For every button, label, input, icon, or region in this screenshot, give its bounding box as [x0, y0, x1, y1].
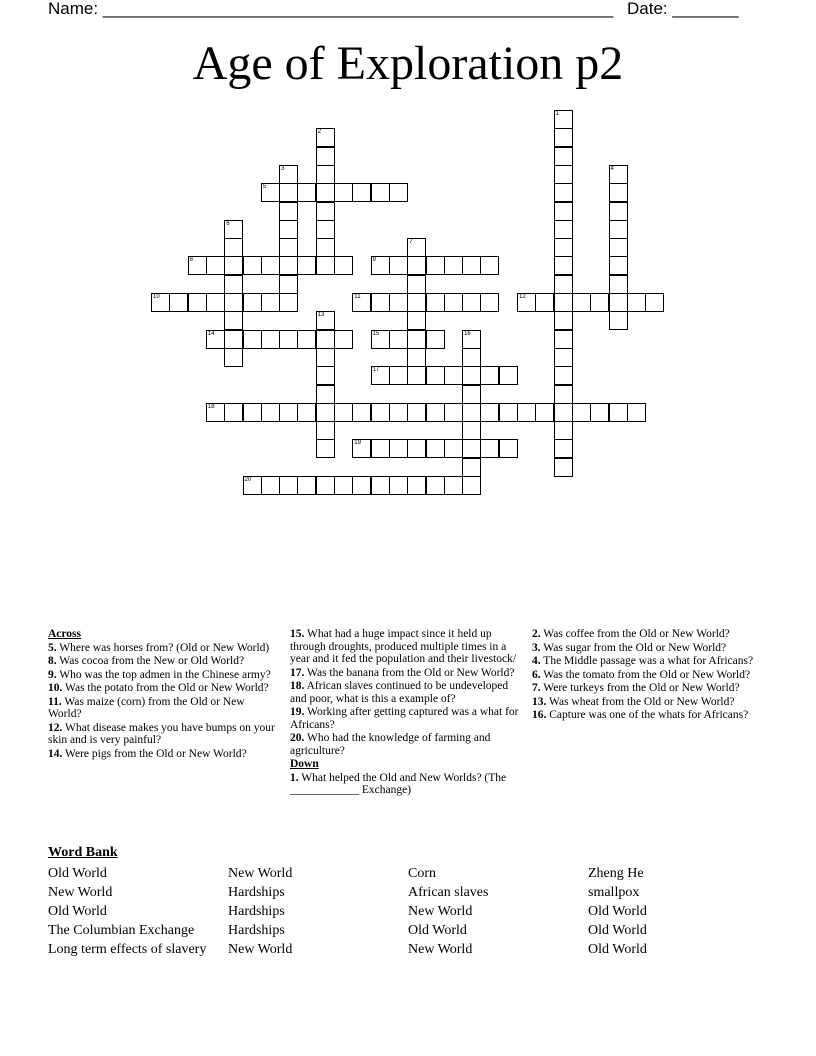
crossword-cell[interactable]: [297, 256, 316, 275]
crossword-cell[interactable]: [206, 293, 225, 312]
word-bank-item: Hardships: [228, 904, 285, 919]
crossword-cell[interactable]: [224, 348, 243, 367]
page-title: Age of Exploration p2: [192, 37, 624, 90]
crossword-cell[interactable]: [609, 165, 628, 184]
clue-number: 9: [372, 257, 376, 264]
crossword-cell[interactable]: [609, 293, 628, 312]
word-bank-item: Corn: [408, 866, 436, 881]
crossword-cell[interactable]: [609, 403, 628, 422]
crossword-cell[interactable]: [407, 256, 426, 275]
word-bank-item: Old World: [408, 923, 467, 938]
crossword-cell[interactable]: [554, 385, 573, 404]
word-bank-item: Long term effects of slavery: [48, 942, 207, 957]
clue-across-12: 12. What disease makes you have bumps on your skin and is very painful?: [48, 721, 275, 746]
word-bank-col4: [588, 864, 647, 959]
word-bank-item: smallpox: [588, 885, 640, 900]
crossword-cell[interactable]: [426, 256, 445, 275]
word-bank-item: New World: [228, 866, 293, 881]
crossword-cell[interactable]: [444, 476, 463, 495]
crossword-cell[interactable]: [334, 403, 353, 422]
crossword-cell[interactable]: [371, 439, 390, 458]
crossword-cell[interactable]: [279, 220, 298, 239]
crossword-cell[interactable]: [444, 256, 463, 275]
crossword-cell[interactable]: [279, 275, 298, 294]
crossword-cell[interactable]: [480, 403, 499, 422]
clue-number: 17: [372, 367, 380, 374]
crossword-cell[interactable]: [444, 403, 463, 422]
word-bank-item: Old World: [588, 923, 647, 938]
crossword-cell[interactable]: [261, 403, 280, 422]
crossword-cell[interactable]: [297, 330, 316, 349]
crossword-cell[interactable]: [352, 293, 371, 312]
clue-number: 19: [354, 440, 361, 447]
clue-number: 7: [409, 239, 413, 246]
crossword-cell[interactable]: [462, 348, 481, 367]
word-bank-item: Old World: [48, 904, 107, 919]
crossword-cell[interactable]: [316, 385, 335, 404]
crossword-cell[interactable]: [316, 330, 335, 349]
clue-down-4: 4. The Middle passage was a what for Africans?: [532, 655, 754, 667]
crossword-cell[interactable]: [371, 293, 390, 312]
crossword-cell[interactable]: [462, 293, 481, 312]
crossword-cell[interactable]: [224, 238, 243, 257]
crossword-cell[interactable]: [480, 366, 499, 385]
crossword-cell[interactable]: [554, 439, 573, 458]
crossword-cell[interactable]: [279, 256, 298, 275]
clue-number: 10: [153, 294, 160, 300]
word-bank-item: Old World: [588, 942, 647, 957]
crossword-cell[interactable]: [444, 439, 463, 458]
crossword-cell[interactable]: [554, 330, 573, 349]
crossword-cell[interactable]: [499, 366, 518, 385]
crossword-cell[interactable]: [389, 366, 408, 385]
clue-number: 15: [372, 330, 380, 337]
crossword-cell[interactable]: [279, 476, 298, 495]
crossword-cell[interactable]: [645, 293, 664, 312]
crossword-cell[interactable]: [316, 439, 335, 458]
crossword-cell[interactable]: [480, 439, 499, 458]
crossword-cell[interactable]: [407, 293, 426, 312]
crossword-cell[interactable]: [261, 293, 280, 312]
clue-number: 11: [354, 294, 361, 300]
crossword-cell[interactable]: [554, 458, 573, 477]
clue-number: 1: [555, 111, 559, 117]
crossword-cell[interactable]: [627, 403, 646, 422]
crossword-cell[interactable]: [590, 403, 609, 422]
crossword-cell[interactable]: [224, 275, 243, 294]
word-bank-col3: [408, 864, 488, 959]
crossword-cell[interactable]: [517, 403, 536, 422]
crossword-cell[interactable]: [572, 403, 591, 422]
crossword-cell[interactable]: [371, 403, 390, 422]
clue-across-17: 17. Was the banana from the Old or New World?: [290, 666, 515, 679]
crossword-cell[interactable]: [371, 330, 390, 349]
crossword-cell[interactable]: [261, 476, 280, 495]
across-clues-col2: [290, 628, 522, 798]
crossword-cell[interactable]: [279, 165, 298, 184]
crossword-cell[interactable]: [316, 403, 335, 422]
clue-number: 6: [226, 220, 230, 227]
clue-across-20: 20. Who had the knowledge of farming and agriculture?: [290, 732, 491, 757]
crossword-cell[interactable]: [279, 330, 298, 349]
crossword-cell[interactable]: [462, 330, 481, 349]
word-bank-item: African slaves: [408, 885, 489, 900]
crossword-cell[interactable]: [444, 293, 463, 312]
crossword-cell[interactable]: [554, 202, 573, 221]
crossword-cell[interactable]: [371, 366, 390, 385]
crossword-cell[interactable]: [407, 403, 426, 422]
crossword-cell[interactable]: [407, 275, 426, 294]
crossword-cell[interactable]: [316, 238, 335, 257]
clue-across-11: 11. Was maize (corn) from the Old or New World?: [48, 695, 245, 720]
crossword-cell[interactable]: [462, 403, 481, 422]
crossword-cell[interactable]: [426, 476, 445, 495]
clue-across-15: 15. What had a huge impact since it held up through droughts, produced multiple times in a year and it fed the population and their livestock/: [290, 628, 517, 665]
word-bank-item: New World: [408, 904, 473, 919]
name-field-label: Name: ______________________________________________________: [48, 0, 614, 18]
crossword-cell[interactable]: [535, 293, 554, 312]
crossword-cell[interactable]: [554, 293, 573, 312]
crossword-cell[interactable]: [462, 458, 481, 477]
clue-down-7: 7. Were turkeys from the Old or New World?: [532, 682, 740, 694]
word-bank-col2: [228, 864, 292, 959]
down-clues-col3: [532, 628, 768, 723]
crossword-cell[interactable]: [206, 403, 225, 422]
crossword-cell[interactable]: [389, 256, 408, 275]
word-bank-item: New World: [48, 885, 113, 900]
clue-number: 5: [262, 184, 267, 191]
clue-across-8: 8. Was cocoa from the New or Old World?: [48, 655, 245, 667]
crossword-cell[interactable]: [554, 147, 573, 166]
crossword-cell[interactable]: [517, 293, 536, 312]
crossword-cell[interactable]: [462, 366, 481, 385]
word-bank-item: Zheng He: [588, 866, 644, 881]
crossword-cell[interactable]: [407, 238, 426, 257]
crossword-cell[interactable]: [206, 330, 225, 349]
clue-across-18: 18. African slaves continued to be undeveloped and poor, what is this a example of?: [290, 680, 509, 705]
crossword-cell[interactable]: [426, 330, 445, 349]
crossword-cell[interactable]: [609, 220, 628, 239]
crossword-cell[interactable]: [554, 366, 573, 385]
crossword-cell[interactable]: [316, 366, 335, 385]
crossword-cell[interactable]: [462, 256, 481, 275]
crossword-cell[interactable]: [297, 403, 316, 422]
crossword-cell[interactable]: [261, 330, 280, 349]
crossword-cell[interactable]: [243, 476, 262, 495]
crossword-cell[interactable]: [243, 403, 262, 422]
clue-down-6: 6. Was the tomato from the Old or New World?: [532, 668, 751, 681]
crossword-cell[interactable]: [224, 330, 243, 349]
crossword-cell[interactable]: [609, 275, 628, 294]
crossword-cell[interactable]: [297, 476, 316, 495]
word-bank-item: Old World: [48, 866, 107, 881]
crossword-grid: [0, 0, 816, 520]
clue-down-1: 1. What helped the Old and New Worlds? (The ____________ Exchange): [290, 771, 507, 796]
crossword-cell[interactable]: [316, 128, 335, 147]
crossword-cell[interactable]: [407, 366, 426, 385]
crossword-cell[interactable]: [261, 183, 280, 202]
crossword-cell[interactable]: [352, 183, 371, 202]
crossword-cell[interactable]: [462, 476, 481, 495]
crossword-cell[interactable]: [444, 366, 463, 385]
crossword-cell[interactable]: [224, 220, 243, 239]
word-bank-col1: [48, 864, 206, 959]
clue-number: 3: [281, 165, 285, 172]
word-bank-item: Hardships: [228, 885, 285, 900]
crossword-cell[interactable]: [224, 256, 243, 275]
crossword-cell[interactable]: [316, 256, 335, 275]
crossword-cell[interactable]: [389, 183, 408, 202]
crossword-cell[interactable]: [188, 256, 207, 275]
crossword-cell[interactable]: [499, 439, 518, 458]
clue-across-19: 19. Working after getting captured was a what for Africans?: [290, 706, 519, 731]
crossword-cell[interactable]: [426, 439, 445, 458]
crossword-cell[interactable]: [609, 202, 628, 221]
clue-number: 14: [207, 330, 215, 337]
crossword-cell[interactable]: [224, 311, 243, 330]
clue-down-3: 3. Was sugar from the Old or New World?: [532, 641, 727, 654]
crossword-cell[interactable]: [426, 403, 445, 422]
crossword-cell[interactable]: [609, 311, 628, 330]
crossword-cell[interactable]: [334, 256, 353, 275]
crossword-cell[interactable]: [316, 476, 335, 495]
clue-across-14: 14. Were pigs from the Old or New World?: [48, 747, 247, 760]
crossword-cell[interactable]: [407, 348, 426, 367]
crossword-cell[interactable]: [389, 293, 408, 312]
crossword-cell[interactable]: [554, 165, 573, 184]
crossword-cell[interactable]: [554, 256, 573, 275]
crossword-cell[interactable]: [243, 293, 262, 312]
crossword-cell[interactable]: [554, 128, 573, 147]
crossword-cell[interactable]: [407, 311, 426, 330]
crossword-cell[interactable]: [462, 385, 481, 404]
crossword-cell[interactable]: [279, 293, 298, 312]
crossword-cell[interactable]: [499, 403, 518, 422]
crossword-cell[interactable]: [316, 220, 335, 239]
clue-number: 13: [317, 312, 325, 319]
crossword-cell[interactable]: [224, 403, 243, 422]
word-bank-item: Hardships: [228, 923, 285, 938]
crossword-cell[interactable]: [279, 183, 298, 202]
crossword-cell[interactable]: [462, 421, 481, 440]
crossword-cell[interactable]: [243, 330, 262, 349]
clue-number: 12: [519, 294, 526, 300]
clue-down-16: 16. Capture was one of the whats for Africans?: [532, 709, 749, 721]
crossword-cell[interactable]: [554, 275, 573, 294]
crossword-cell[interactable]: [426, 366, 445, 385]
clue-number: 20: [244, 477, 252, 483]
crossword-cell[interactable]: [462, 439, 481, 458]
crossword-cell[interactable]: [389, 476, 408, 495]
clue-down-2: 2. Was coffee from the Old or New World?: [532, 628, 730, 640]
crossword-cell[interactable]: [371, 256, 390, 275]
crossword-cell[interactable]: [480, 293, 499, 312]
crossword-cell[interactable]: [316, 421, 335, 440]
crossword-cell[interactable]: [334, 476, 353, 495]
crossword-cell[interactable]: [316, 165, 335, 184]
crossword-cell[interactable]: [279, 202, 298, 221]
crossword-cell[interactable]: [371, 183, 390, 202]
word-bank-item: New World: [408, 942, 473, 957]
crossword-cell[interactable]: [316, 183, 335, 202]
date-field-label: Date: _______: [627, 0, 739, 18]
crossword-cell[interactable]: [554, 311, 573, 330]
crossword-cell[interactable]: [554, 348, 573, 367]
clue-across-5: 5. Where was horses from? (Old or New World): [48, 641, 270, 654]
crossword-cell[interactable]: [627, 293, 646, 312]
crossword-cell[interactable]: [169, 293, 188, 312]
down-heading: Down: [290, 758, 319, 770]
crossword-cell[interactable]: [535, 403, 554, 422]
crossword-cell[interactable]: [554, 403, 573, 422]
crossword-cell[interactable]: [206, 256, 225, 275]
clue-number: 18: [207, 403, 215, 410]
crossword-cell[interactable]: [554, 421, 573, 440]
crossword-cell[interactable]: [554, 183, 573, 202]
crossword-cell[interactable]: [334, 183, 353, 202]
word-bank-item: The Columbian Exchange: [48, 923, 195, 938]
crossword-cell[interactable]: [316, 311, 335, 330]
crossword-cell[interactable]: [224, 293, 243, 312]
crossword-cell[interactable]: [352, 476, 371, 495]
clue-across-9: 9. Who was the top admen in the Chinese army?: [48, 668, 271, 681]
crossword-cell[interactable]: [426, 293, 445, 312]
crossword-cell[interactable]: [371, 476, 390, 495]
clue-number: 16: [464, 330, 471, 337]
word-bank-title: Word Bank: [48, 845, 118, 860]
crossword-cell[interactable]: [297, 183, 316, 202]
clue-down-13: 13. Was wheat from the Old or New World?: [532, 695, 735, 708]
crossword-cell[interactable]: [279, 403, 298, 422]
crossword-cell[interactable]: [188, 293, 207, 312]
crossword-cell[interactable]: [609, 256, 628, 275]
clue-across-10: 10. Was the potato from the Old or New World?: [48, 682, 269, 694]
clue-number: 2: [317, 129, 322, 136]
crossword-cell[interactable]: [316, 202, 335, 221]
clue-number: 4: [610, 165, 614, 172]
crossword-cell[interactable]: [389, 439, 408, 458]
crossword-cell[interactable]: [334, 330, 353, 349]
crossword-cell[interactable]: [554, 238, 573, 257]
crossword-cell[interactable]: [352, 439, 371, 458]
crossword-cell[interactable]: [243, 256, 262, 275]
crossword-cell[interactable]: [609, 183, 628, 202]
crossword-cell[interactable]: [407, 330, 426, 349]
crossword-cell[interactable]: [151, 293, 170, 312]
crossword-cell[interactable]: [554, 110, 573, 129]
word-bank-item: Old World: [588, 904, 647, 919]
crossword-cell[interactable]: [261, 256, 280, 275]
word-bank-item: New World: [228, 942, 293, 957]
crossword-cell[interactable]: [554, 220, 573, 239]
crossword-cell[interactable]: [316, 147, 335, 166]
crossword-cell[interactable]: [480, 256, 499, 275]
crossword-cell[interactable]: [279, 238, 298, 257]
crossword-cell[interactable]: [389, 403, 408, 422]
crossword-cell[interactable]: [389, 330, 408, 349]
crossword-cell[interactable]: [352, 403, 371, 422]
crossword-cell[interactable]: [609, 238, 628, 257]
clue-number: 8: [189, 257, 193, 264]
crossword-cell[interactable]: [316, 348, 335, 367]
crossword-cell[interactable]: [407, 439, 426, 458]
across-heading: Across: [48, 628, 82, 640]
crossword-cell[interactable]: [407, 476, 426, 495]
crossword-cell[interactable]: [572, 293, 591, 312]
across-clues-col1: [48, 628, 276, 761]
crossword-cell[interactable]: [590, 293, 609, 312]
